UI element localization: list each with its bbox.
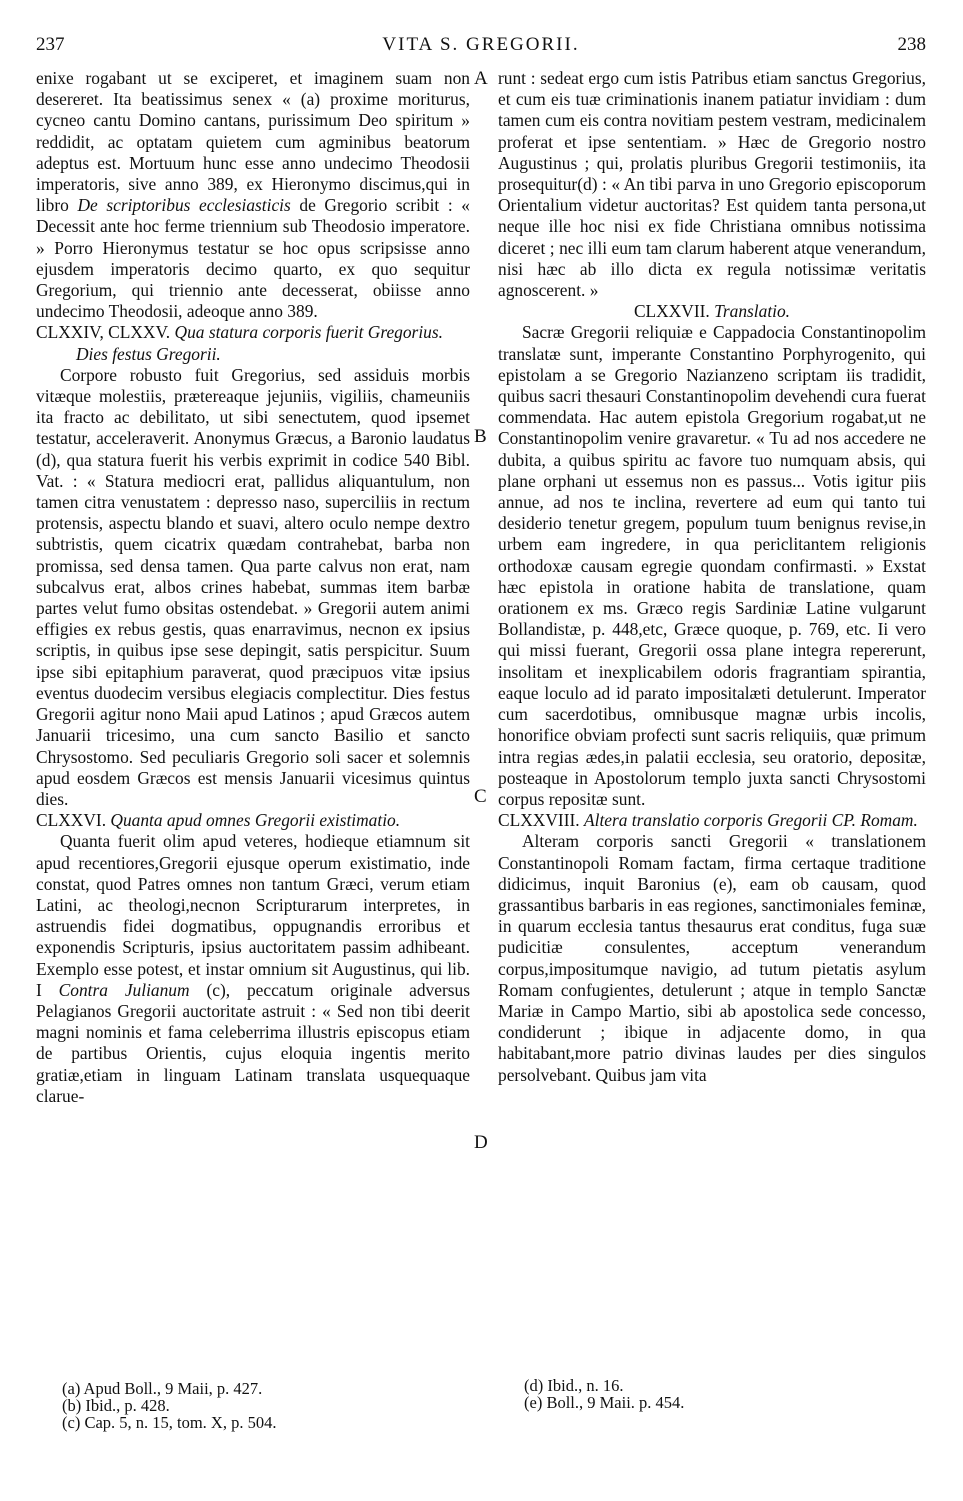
paragraph: Alteram corporis sancti Gregorii « translationem Constantinopoli Romam factam, firma certaque traditione didicimus, inquit Baronius (e), eam ob causam, quod grassantibus barbaris in eas regiones, sanctimoniales feminæ, in quarum ecclesia tantus thesaurus erat conditus, fuga suæ pudicitiæ consulentes, acceptum venerandum corpus,impositumque navigio, ad tutum pietatis asylum Romam confugientes, detulerunt ; atque in templo Sanctæ Mariæ in Campo Martio, sibi ab apostolica sede concesso, condiderunt ; ibique in adjacente domo, in qua habitabant,more patrio divinas laudes per dies singulos persolvebant. Quibus jam vita: [498, 831, 926, 1085]
paragraph: Sacræ Gregorii reliquiæ e Cappadocia Constantinopolim translatæ sunt, imperante Constantino Porphyrogenito, qui epistolam a se Gregorio Nazianzeno scriptam iis tradidit, quibus sacri thesauri Constantinopolim devehendi cura fuerat commendata. Hac autem epistola Gregorium rogabat,ut ne Constantinopolim venire gravaretur. « Tu ad nos accedere ne dubita, a quibus spiritu ac favore tuo numquam absis, qui plane orphani ut essemus non es passus... Votis igitur piis annue, ad nos te inclina, revertere ad eum qui tanto tui desiderio tenetur gregem, populum tuum benignus revise,in urbem eam ingredere, in qua periclitantem religionis orthodoxæ causam egregie quondam confirmasti. » Exstat hæc epistola in oratione habita de translatione, quam orationem ex ms. Græco regis Sardiniæ Latine vulgarunt Bollandistæ, p. 448,etc, Græce quoque, p. 769, etc. Ii vero qui missi fuerant, Gregorii ossa plane integra repererunt, insolitam et inexplicabilem odoris fragrantiam spirantia, eaque loculo ad id parato impositalæti detulerunt. Imperator cum sacerdotibus, omnibusque magnæ urbis incolis, honorifice obviam profecti sunt sacris reliquiis, quæ primum intra regias ædes,in palatii ecclesia, seu oratorio, depositæ, posteaque in Apostolorum templo juxta sancti Chrysostomi corpus repositæ sunt.: [498, 322, 926, 809]
right-column: [498, 68, 926, 1086]
page-number-right: 238: [897, 34, 926, 55]
section-heading: CLXXVI. Quanta apud omnes Gregorii existimatio.: [36, 810, 401, 831]
paragraph: Corpore robusto fuit Gregorius, sed assiduis morbis vitæque molestiis, prætereaque jejuniis, vigiliis, chameuniis ita fracto ac debilitato, ut sibi senectutem, quod ipsemet testatur, acceleraverit. Anonymus Græcus, a Baronio laudatus (d), qua statura fuerit his verbis exprimit in codice 540 Bibl. Vat. : « Statura mediocri erat, pallidus aliquantulum, non tamen citra venustatem : depresso naso, superciliis in rectum protensis, aspectu blando et suavi, altero oculo nempe dextro subtristis, quem cicatrix quædam contrahebat, barba non promissa, sed densa tamen. Qua parte calvus non erat, nam subcalvus erat, albos crines habebat, summas item barbæ partes velut fumo obsitas ostendebat. » Gregorii autem animi effigies ex rebus gestis, quas enarravimus, necnon ex ipsius scriptis, in quibus ipse sese depingit, satis perspicitur. Suum ipse sibi epitaphium paraverat, quod præcipuos vitæ ipsius eventus duodecim versibus elegiacis complectitur. Dies festus Gregorii agitur nono Maii apud Latinos ; apud Græcos autem Januarii tricesimo, una cum sancto Basilio et sancto Chrysostomo. Sed peculiaris Gregorio soli sacer et solemnis apud eosdem Græcos est mensis Januarii vicesimus quintus dies.: [36, 364, 470, 809]
margin-letter-b: B: [474, 426, 487, 447]
footnote: (e) Boll., 9 Maii. p. 454.: [524, 1393, 685, 1412]
paragraph: runt : sedeat ergo cum istis Patribus etiam sanctus Gregorius, et cum eis tuæ criminationis inanem patiatur invidiam : dum tamen cum eis contra novitiam pestem vestram, medicinalem proferat et ipse sententiam. » Hæc de Gregorio nostro Augustinus ; qui, prolatis pluribus Gregorii testimoniis, ita prosequitur(d) : « An tibi parva in uno Gregorio episcoporum Orientalium videtur auctoritas? Est quidem tanta persona,ut neque ille hoc nisi ex fide Christiana omnibus notissima diceret ; nec illi eum tam clarum haberent atque venerandum, nisi hæc ab illo dicta ex regula notissimæ veritatis agnoscerent. »: [498, 68, 926, 301]
left-column: [36, 68, 470, 1107]
section-heading: CLXXVII. Translatio.: [633, 301, 791, 322]
section-heading: CLXXIV, CLXXV. Qua statura corporis fuerit Gregorius. Dies festus Gregorii.: [36, 322, 443, 364]
paragraph: enixe rogabant ut se exciperet, et imaginem suam non desereret. Ita beatissimus senex « (a) proxime moriturus, cycneo cantu Domino cantans, purissimum Deo spiritum » reddidit, ac optatam quietem cum agminibus beatorum adeptus est. Mortuum hunc esse anno undecimo Theodosii imperatoris, sive anno 389, ex Hieronymo discimus,qui in libro De scriptoribus ecclesiasticis de Gregorio scribit : « Decessit ante hoc ferme triennium sub Theodosio imperatore. » Porro Hieronymus testatur se hoc opus scripsisse anno ejusdem imperatoris decimo quarto, ex quo sequitur Gregorium, qui triennio ante decesserat, obiisse anno undecimo Theodosii, adeoque anno 389.: [36, 68, 470, 322]
footnote: (a) Apud Boll., 9 Maii, p. 427.: [62, 1379, 263, 1398]
page-number-left: 237: [36, 34, 65, 55]
margin-letter-d: D: [474, 1132, 488, 1153]
margin-letter-c: C: [474, 786, 487, 807]
paragraph: Quanta fuerit olim apud veteres, hodieque etiamnum sit apud recentiores,Gregorii ejusque operum existimatio, inde constat, quod Patres omnes non tantum Græci, verum etiam Latini, ac theologi,necnon Scripturarum interpretes, in astruendis fidei dogmatibus, oppugnandis erroribus et exponendis Scripturis, ipsius auctoritatem passim adhibeant. Exemplo esse potest, et instar omnium sit Augustinus, qui lib. I Contra Julianum (c), peccatum originale adversus Pelagianos Gregorii auctoritate astruit : « Sed non tibi deerit magni nominis et fama celeberrima illustris episcopus etiam de partibus Orientis, cujus eloquia ingentis merito gratiæ,etiam in linguam Latinam translata usquequaque clarue-: [36, 831, 470, 1106]
footnote: (b) Ibid., p. 428.: [62, 1396, 170, 1415]
footnote: (c) Cap. 5, n. 15, tom. X, p. 504.: [62, 1413, 277, 1432]
footnotes-left: [62, 1380, 462, 1431]
page-header: [36, 34, 926, 58]
running-title: VITA S. GREGORII.: [382, 34, 580, 55]
section-heading: CLXXVIII. Altera translatio corporis Gregorii CP. Romam.: [498, 810, 918, 831]
footnotes-right: [524, 1377, 924, 1411]
footnote: (d) Ibid., n. 16.: [524, 1376, 624, 1395]
margin-letter-a: A: [474, 68, 488, 89]
